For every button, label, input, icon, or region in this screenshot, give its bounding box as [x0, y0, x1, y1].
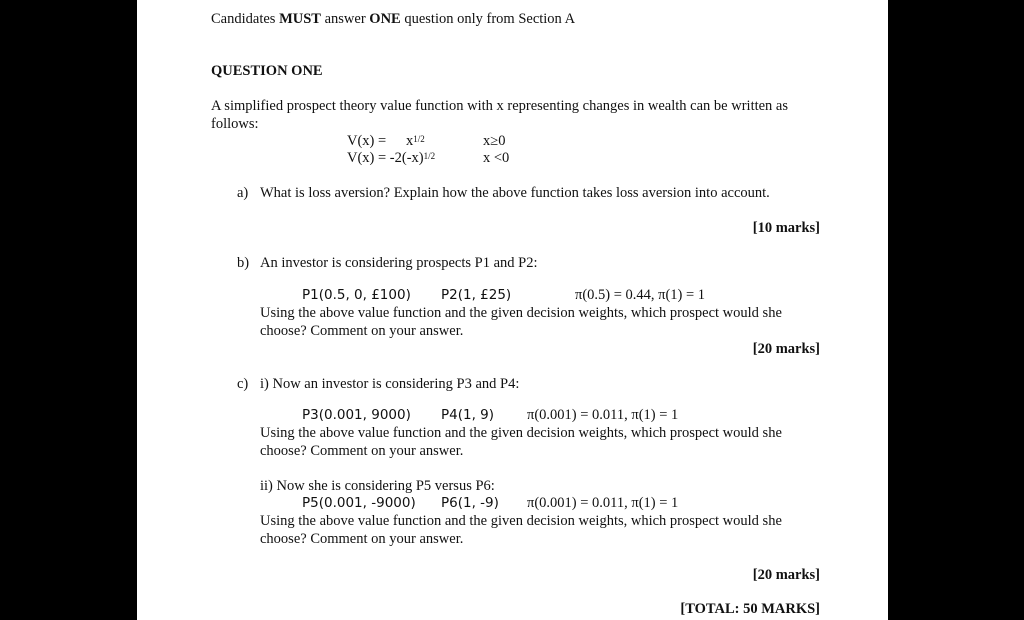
part-c-i-question: i) Now an investor is considering P3 and P4:	[260, 376, 520, 392]
part-c-i-instruction-2: choose? Comment on your answer.	[260, 443, 464, 459]
question-title: QUESTION ONE	[211, 63, 323, 79]
part-b-weights: π(0.5) = 0.44, π(1) = 1	[575, 287, 706, 303]
part-c-ii-instruction-1: Using the above value function and the given decision weights, which prospect would she	[260, 513, 782, 529]
prospect-p3: P3(0.001, 9000)	[302, 407, 411, 423]
part-b-marks: [20 marks]	[752, 341, 820, 357]
part-c-i-weights: π(0.001) = 0.011, π(1) = 1	[527, 407, 679, 423]
part-c-marks: [20 marks]	[752, 567, 820, 583]
function-row-1-condition: x≥0	[483, 133, 506, 149]
part-b-label: b)	[237, 255, 250, 271]
intro-line-1: A simplified prospect theory value function with x representing changes in wealth can be written as	[211, 98, 789, 114]
part-c-ii-weights: π(0.001) = 0.011, π(1) = 1	[527, 495, 679, 511]
header-instruction: Candidates MUST answer ONE question only from Section A	[211, 11, 576, 27]
part-b-instruction-1: Using the above value function and the given decision weights, which prospect would she	[260, 305, 782, 321]
function-row-1-rhs: $x^{1/2}$	[406, 133, 425, 149]
function-row-2-condition: x <0	[483, 150, 510, 166]
document-page	[137, 0, 888, 620]
total-marks: [TOTAL: 50 MARKS]	[680, 601, 820, 617]
part-a-label: a)	[237, 185, 249, 201]
prospect-p6: P6(1, -9)	[441, 495, 499, 511]
function-row-2: $V(x) = -2(-x)^{1/2}$	[347, 150, 436, 166]
part-b-question: An investor is considering prospects P1 and P2:	[260, 255, 538, 271]
part-c-label: c)	[237, 376, 249, 392]
prospect-p1: P1(0.5, 0, £100)	[302, 287, 411, 303]
prospect-p5: P5(0.001, -9000)	[302, 495, 416, 511]
part-a-marks: [10 marks]	[752, 220, 820, 236]
part-b-instruction-2: choose? Comment on your answer.	[260, 323, 464, 339]
part-c-ii-question: ii) Now she is considering P5 versus P6:	[260, 478, 495, 494]
part-c-ii-instruction-2: choose? Comment on your answer.	[260, 531, 464, 547]
part-c-i-instruction-1: Using the above value function and the given decision weights, which prospect would she	[260, 425, 782, 441]
part-a-question: What is loss aversion? Explain how the above function takes loss aversion into account.	[260, 185, 770, 201]
prospect-p4: P4(1, 9)	[441, 407, 495, 423]
prospect-p2: P2(1, £25)	[441, 287, 512, 303]
function-row-1-lhs: V(x) =	[347, 133, 387, 149]
intro-line-2: follows:	[211, 116, 259, 132]
